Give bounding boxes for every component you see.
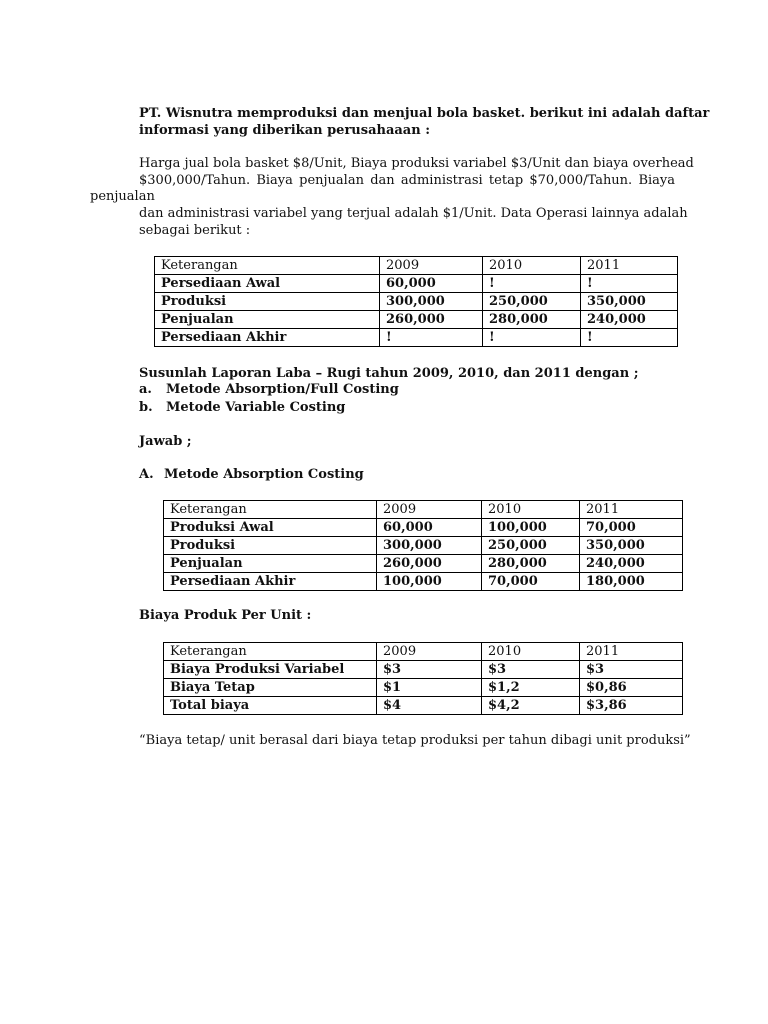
table-cell: Persediaan Akhir bbox=[155, 329, 380, 347]
table-cell: 60,000 bbox=[380, 275, 483, 293]
table-cell: $0,86 bbox=[580, 679, 683, 697]
section-a-marker: A. bbox=[139, 467, 154, 482]
table-cell: 100,000 bbox=[377, 573, 482, 591]
task-instruction: Susunlah Laporan Laba – Rugi tahun 2009, 2010, dan 2011 dengan ; bbox=[139, 366, 639, 381]
table-header-row bbox=[155, 257, 678, 275]
table-cell: Total biaya bbox=[164, 697, 377, 715]
table-header-row bbox=[164, 501, 683, 519]
table-header-cell: 2010 bbox=[482, 643, 580, 661]
table-header-cell: 2009 bbox=[380, 257, 483, 275]
table-cell: ! bbox=[483, 275, 581, 293]
table-cell: Persediaan Awal bbox=[155, 275, 380, 293]
table-cell: $3,86 bbox=[580, 697, 683, 715]
table-cell: 70,000 bbox=[482, 573, 580, 591]
table-cell: ! bbox=[483, 329, 581, 347]
table-cell: ! bbox=[380, 329, 483, 347]
table-cell: Produksi bbox=[155, 293, 380, 311]
table-cell: 260,000 bbox=[377, 555, 482, 573]
table-header-row bbox=[164, 643, 683, 661]
table-cell: $4,2 bbox=[482, 697, 580, 715]
table-cell: 260,000 bbox=[380, 311, 483, 329]
table-cell: 250,000 bbox=[483, 293, 581, 311]
table-cell: Persediaan Akhir bbox=[164, 573, 377, 591]
table-cell: $4 bbox=[377, 697, 482, 715]
fixed-cost-note: “Biaya tetap/ unit berasal dari biaya tetap produksi per tahun dibagi unit produksi” bbox=[139, 733, 691, 748]
table-cell: ! bbox=[581, 329, 678, 347]
table-cell: 350,000 bbox=[580, 537, 683, 555]
absorption-costing-table bbox=[163, 500, 683, 591]
table-cell: 280,000 bbox=[482, 555, 580, 573]
intro-paragraph-line1: Harga jual bola basket $8/Unit, Biaya produksi variabel $3/Unit dan biaya overhead bbox=[139, 156, 694, 171]
table-header-cell: 2010 bbox=[482, 501, 580, 519]
intro-title-line1: PT. Wisnutra memproduksi dan menjual bola basket. berikut ini adalah daftar bbox=[139, 106, 710, 121]
intro-paragraph-line2: $300,000/Tahun. Biaya penjualan dan administrasi tetap $70,000/Tahun. Biaya bbox=[139, 173, 675, 188]
task-item-b: Metode Variable Costing bbox=[166, 400, 346, 415]
answer-label: Jawab ; bbox=[139, 434, 192, 449]
table-cell: 350,000 bbox=[581, 293, 678, 311]
table-cell: Produksi bbox=[164, 537, 377, 555]
table-cell: 240,000 bbox=[581, 311, 678, 329]
table-header-cell: 2010 bbox=[483, 257, 581, 275]
table-header-cell: 2009 bbox=[377, 501, 482, 519]
table-cell: ! bbox=[581, 275, 678, 293]
table-cell: 300,000 bbox=[380, 293, 483, 311]
table-header-cell: Keterangan bbox=[155, 257, 380, 275]
table-cell: $3 bbox=[377, 661, 482, 679]
table-cell: Penjualan bbox=[155, 311, 380, 329]
unit-cost-table bbox=[163, 642, 683, 715]
table-row bbox=[164, 519, 683, 537]
unit-cost-heading: Biaya Produk Per Unit : bbox=[139, 608, 312, 623]
table-row bbox=[164, 661, 683, 679]
table-header-cell: 2011 bbox=[580, 501, 683, 519]
task-item-a: Metode Absorption/Full Costing bbox=[166, 382, 399, 397]
table-header-cell: 2011 bbox=[581, 257, 678, 275]
table-cell: 240,000 bbox=[580, 555, 683, 573]
table-row bbox=[164, 679, 683, 697]
section-a-heading: Metode Absorption Costing bbox=[164, 467, 364, 482]
table-header-cell: 2011 bbox=[580, 643, 683, 661]
table-cell: $3 bbox=[482, 661, 580, 679]
table-cell: 250,000 bbox=[482, 537, 580, 555]
task-item-a-marker: a. bbox=[139, 382, 152, 397]
table-cell: Biaya Produksi Variabel bbox=[164, 661, 377, 679]
table-cell: 60,000 bbox=[377, 519, 482, 537]
table-cell: 70,000 bbox=[580, 519, 683, 537]
table-row bbox=[155, 275, 678, 293]
table-cell: 100,000 bbox=[482, 519, 580, 537]
table-row bbox=[155, 311, 678, 329]
table-cell: Penjualan bbox=[164, 555, 377, 573]
intro-paragraph-line4: dan administrasi variabel yang terjual adalah $1/Unit. Data Operasi lainnya adalah bbox=[139, 206, 688, 221]
operating-data-table bbox=[154, 256, 678, 347]
intro-paragraph-line3: penjualan bbox=[90, 189, 155, 204]
table-cell: Biaya Tetap bbox=[164, 679, 377, 697]
table-cell: $3 bbox=[580, 661, 683, 679]
table-cell: 280,000 bbox=[483, 311, 581, 329]
table-cell: 180,000 bbox=[580, 573, 683, 591]
table-cell: 300,000 bbox=[377, 537, 482, 555]
table-row bbox=[155, 329, 678, 347]
intro-title-line2: informasi yang diberikan perusahaaan : bbox=[139, 123, 430, 138]
table-row bbox=[164, 573, 683, 591]
table-cell: Produksi Awal bbox=[164, 519, 377, 537]
table-row bbox=[164, 697, 683, 715]
table-header-cell: Keterangan bbox=[164, 501, 377, 519]
intro-paragraph-line5: sebagai berikut : bbox=[139, 223, 251, 238]
table-header-cell: Keterangan bbox=[164, 643, 377, 661]
table-cell: $1 bbox=[377, 679, 482, 697]
table-row bbox=[164, 537, 683, 555]
task-item-b-marker: b. bbox=[139, 400, 153, 415]
table-cell: $1,2 bbox=[482, 679, 580, 697]
table-row bbox=[155, 293, 678, 311]
table-header-cell: 2009 bbox=[377, 643, 482, 661]
table-row bbox=[164, 555, 683, 573]
